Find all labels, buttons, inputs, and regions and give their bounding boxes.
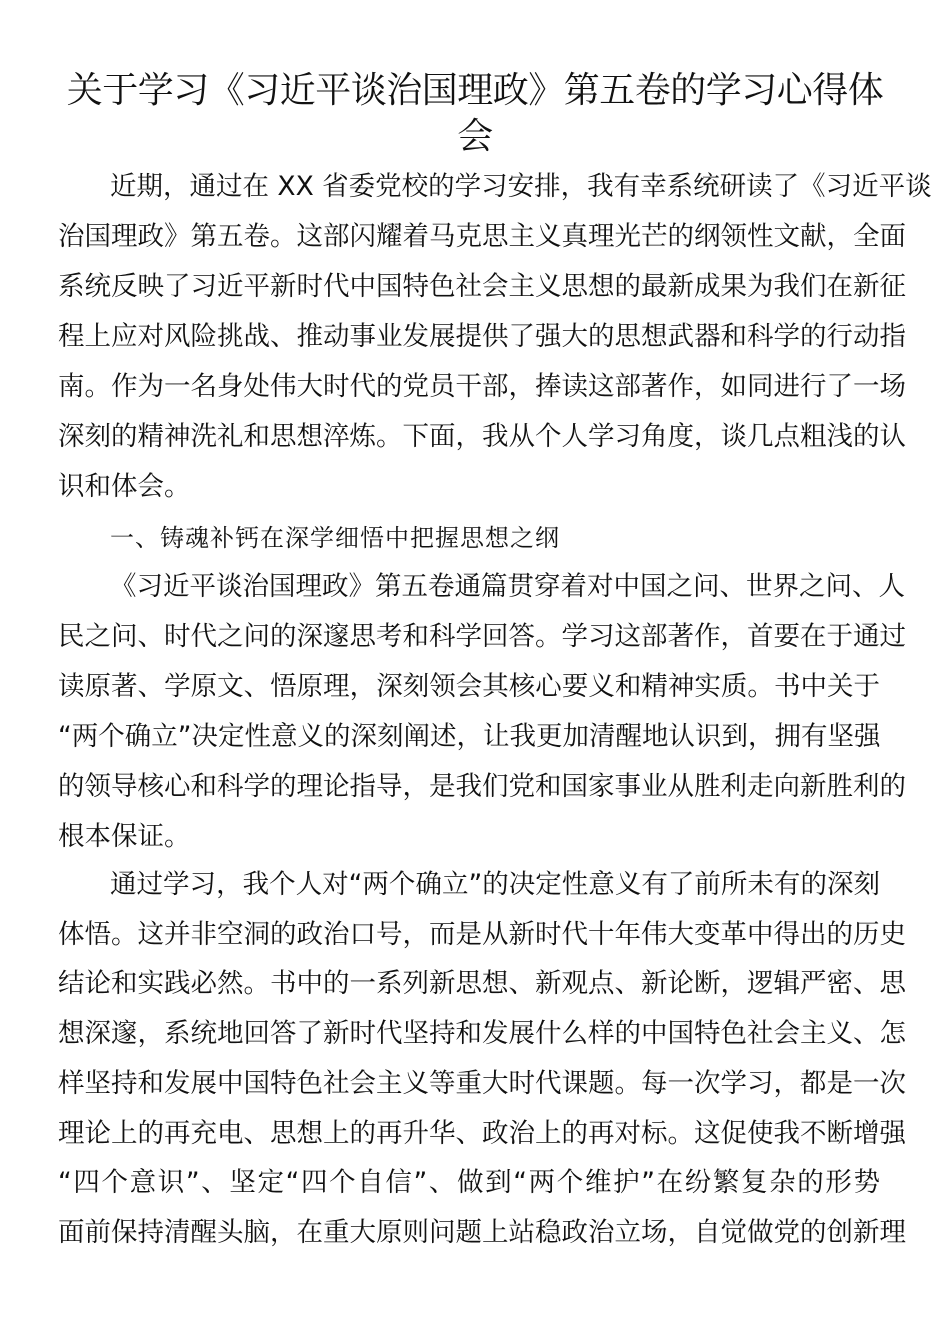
text-line: 通过学习，我个人对“两个确立”的决定性意义有了前所未有的深刻: [110, 869, 880, 900]
text-line: 南。作为一名身处伟大时代的党员干部，捧读这部著作，如同进行了一场: [58, 371, 906, 402]
text-line: “两个确立”决定性意义的深刻阐述，让我更加清醒地认识到，拥有坚强: [58, 721, 881, 752]
text-line: 的领导核心和科学的理论指导，是我们党和国家事业从胜利走向新胜利的: [58, 771, 906, 802]
text-line: 想深邃，系统地回答了新时代坚持和发展什么样的中国特色社会主义、怎: [58, 1018, 906, 1049]
text-line: “四个意识”、坚定“四个自信”、做到“两个维护”在纷繁复杂的形势: [58, 1167, 880, 1198]
document-title: [55, 68, 895, 160]
text-line: 《习近平谈治国理政》第五卷通篇贯穿着对中国之问、世界之问、人: [110, 571, 905, 602]
text-line: 样坚持和发展中国特色社会主义等重大时代课题。每一次学习，都是一次: [58, 1068, 906, 1099]
text-line: 识和体会。: [58, 471, 191, 502]
section-heading: 一、铸魂补钙在深学细悟中把握思想之纲: [110, 524, 560, 552]
title-line-1: 关于学习《习近平谈治国理政》第五卷的学习心得体: [66, 70, 884, 111]
text-line: 体悟。这并非空洞的政治口号，而是从新时代十年伟大变革中得出的历史: [58, 919, 906, 950]
text-line: 治国理政》第五卷。这部闪耀着马克思主义真理光芒的纲领性文献，全面: [58, 221, 906, 252]
text-line: 理论上的再充电、思想上的再升华、政治上的再对标。这促使我不断增强: [58, 1118, 906, 1149]
text-line: 面前保持清醒头脑，在重大原则问题上站稳政治立场，自觉做党的创新理: [58, 1217, 906, 1248]
text-line: 程上应对风险挑战、推动事业发展提供了强大的思想武器和科学的行动指: [58, 321, 906, 352]
title-line-2: 会: [457, 116, 493, 157]
text-line: 深刻的精神洗礼和思想淬炼。下面，我从个人学习角度，谈几点粗浅的认: [58, 421, 906, 452]
text-line: 民之问、时代之问的深邃思考和科学回答。学习这部著作，首要在于通过: [58, 621, 906, 652]
text-line: 根本保证。: [58, 821, 191, 852]
text-line: 读原著、学原文、悟原理，深刻领会其核心要义和精神实质。书中关于: [58, 671, 880, 702]
text-line: 系统反映了习近平新时代中国特色社会主义思想的最新成果为我们在新征: [58, 271, 906, 302]
text-line: 结论和实践必然。书中的一系列新思想、新观点、新论断，逻辑严密、思: [58, 968, 906, 999]
text-line: 近期，通过在 XX 省委党校的学习安排，我有幸系统研读了《习近平谈: [110, 171, 932, 202]
